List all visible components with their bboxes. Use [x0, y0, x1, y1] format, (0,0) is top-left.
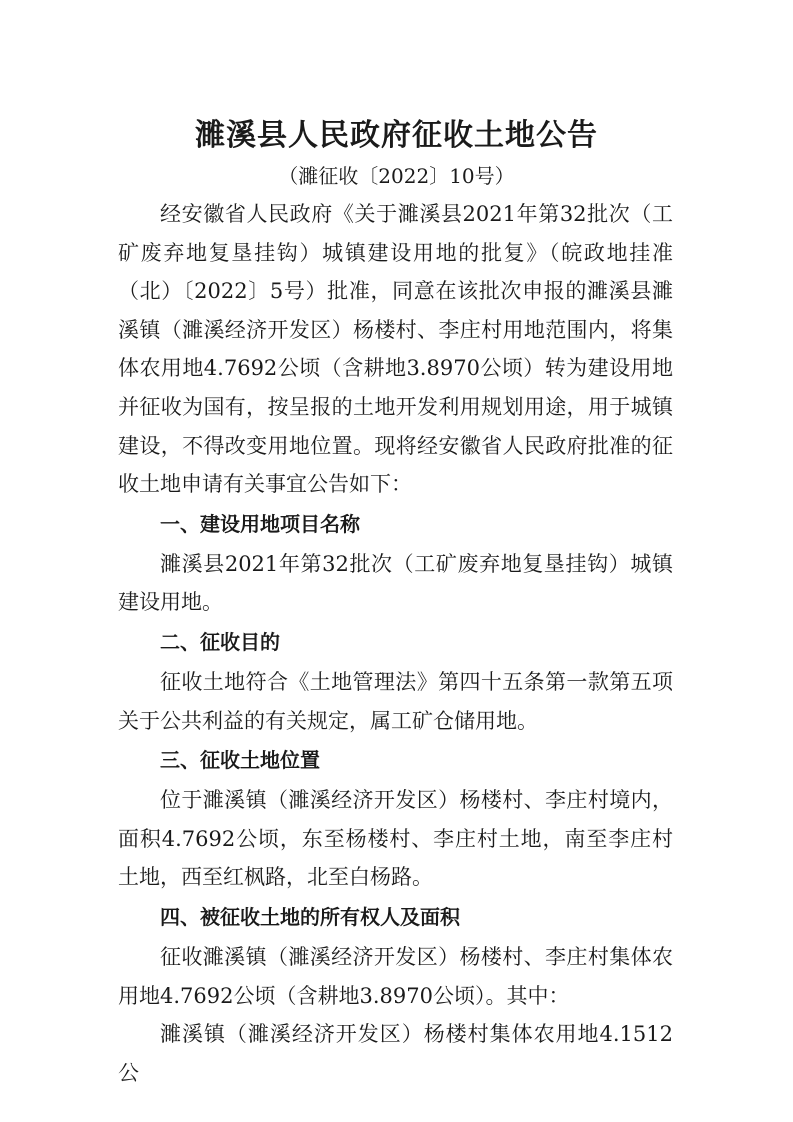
- document-body: [118, 195, 673, 1092]
- section-3-paragraph: 位于濉溪镇（濉溪经济开发区）杨楼村、李庄村境内，面积4.7692公顷，东至杨楼村、李庄村土地，南至李庄村土地，西至红枫路，北至白杨路。: [118, 788, 673, 890]
- intro-paragraph: 经安徽省人民政府《关于濉溪县2021年第32批次（工矿废弃地复垦挂钩）城镇建设用地的批复》（皖政地挂准（北）〔2022〕5号）批准，同意在该批次申报的濉溪县濉溪镇（濉溪经济开发区）杨楼村、李庄村用地范围内，将集体农用地4.7692公顷（含耕地3.8970公顷）转为建设用地并征收为国有，按呈报的土地开发利用规划用途，用于城镇建设，不得改变用地位置。现将经安徽省人民政府批准的征收土地申请有关事宜公告如下：: [118, 202, 673, 497]
- document-number: （濉征收〔2022〕10号）: [278, 164, 515, 188]
- section-2-paragraph: 征收土地符合《土地管理法》第四十五条第一款第五项关于公共利益的有关规定，属工矿仓储用地。: [118, 669, 673, 733]
- section-2-heading: 二、征收目的: [160, 629, 280, 654]
- section-4-paragraph-2: 濉溪镇（濉溪经济开发区）杨楼村集体农用地4.1512公: [118, 1022, 673, 1085]
- section-4-heading: 四、被征收土地的所有权人及面积: [160, 904, 460, 929]
- section-1-paragraph: 濉溪县2021年第32批次（工矿废弃地复垦挂钩）城镇建设用地。: [118, 551, 673, 615]
- section-3-heading: 三、征收土地位置: [160, 748, 320, 773]
- section-1-heading: 一、建设用地项目名称: [160, 511, 360, 536]
- section-4-paragraph-1: 征收濉溪镇（濉溪经济开发区）杨楼村、李庄村集体农用地4.7692公顷（含耕地3.8970公顷）。其中：: [118, 944, 673, 1008]
- document-title: 濉溪县人民政府征收土地公告: [195, 118, 598, 153]
